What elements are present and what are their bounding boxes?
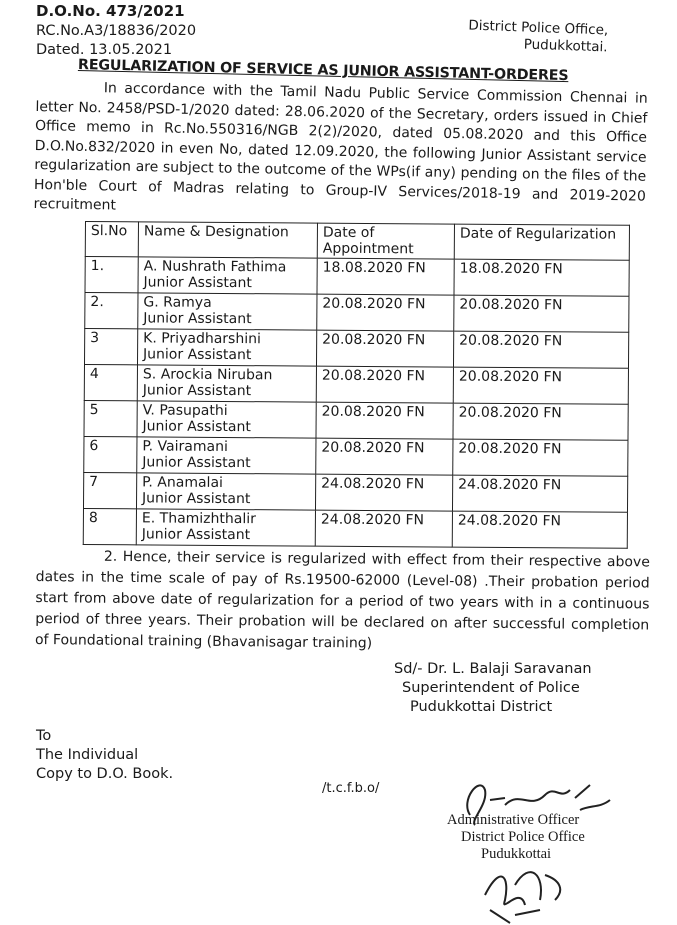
cell-appointment: 20.08.2020 FN [316, 402, 453, 439]
reference-block [36, 2, 196, 60]
do-number: D.O.No. 473/2021 [36, 2, 185, 20]
cell-name [137, 401, 316, 438]
table-row [84, 400, 628, 440]
staff-designation: Junior Assistant [141, 526, 251, 544]
cell-appointment: 20.08.2020 FN [316, 330, 453, 367]
staff-designation: Junior Assistant [142, 454, 251, 472]
table-row [84, 436, 628, 476]
table-header [85, 222, 629, 261]
staff-name: K. Priyadharshini [143, 330, 261, 348]
handwritten-initial-icon [470, 855, 580, 925]
recipient: The Individual [36, 747, 139, 763]
attestation-title: Administrative Officer [447, 812, 580, 828]
staff-designation: Junior Assistant [143, 274, 252, 292]
cell-appointment: 20.08.2020 FN [316, 438, 453, 475]
office-address [467, 18, 608, 57]
staff-designation: Junior Assistant [142, 490, 251, 508]
cell-name [137, 365, 316, 402]
cell-name [138, 293, 317, 330]
cell-regularization: 18.08.2020 FN [454, 259, 629, 296]
paragraph-2 [35, 546, 650, 657]
header-appointment: Date of Appointment [317, 223, 454, 259]
staff-name: P. Anamalai [142, 474, 224, 491]
staff-designation: Junior Assistant [143, 346, 252, 364]
signatory-title: Superintendent of Police [402, 680, 580, 696]
table-row [83, 508, 627, 548]
cell-regularization: 24.08.2020 FN [452, 511, 627, 548]
signature-block [394, 660, 592, 717]
reference-note: /t.c.f.b.o/ [322, 781, 380, 796]
cell-slno: 4 [84, 365, 137, 401]
table-row [85, 257, 629, 297]
cell-slno: 5 [84, 400, 137, 436]
cell-regularization: 20.08.2020 FN [453, 331, 628, 368]
cell-appointment: 18.08.2020 FN [317, 258, 454, 295]
table-row [84, 365, 628, 405]
cell-appointment: 24.08.2020 FN [315, 474, 452, 511]
cell-appointment: 24.08.2020 FN [315, 510, 452, 547]
cell-slno: 7 [83, 472, 136, 508]
recipient: Copy to D.O. Book. [36, 766, 174, 782]
attestation-place: Pudukkottai [481, 846, 552, 862]
signatory-name: Sd/- Dr. L. Balaji Saravanan [394, 661, 592, 677]
paragraph-1 [33, 78, 648, 226]
staff-name: A. Nushrath Fathima [143, 258, 287, 276]
cell-slno: 3 [84, 329, 137, 365]
cell-regularization: 20.08.2020 FN [454, 295, 629, 332]
staff-name: G. Ramya [143, 294, 212, 311]
header-regularization: Date of Regularization [454, 224, 629, 260]
cell-slno: 1. [85, 257, 138, 293]
cell-slno: 2. [85, 293, 138, 329]
cell-name [137, 437, 316, 474]
staff-designation: Junior Assistant [142, 382, 252, 400]
recipients [36, 727, 173, 784]
signatory-district: Pudukkottai District [410, 699, 553, 715]
cell-regularization: 20.08.2020 FN [453, 439, 628, 476]
document-title: REGULARIZATION OF SERVICE AS JUNIOR ASSISTANT-ORDERES [77, 57, 569, 85]
paragraph-1-text: In accordance with the Tamil Nadu Public Service Commission Chennai in letter No. 2458/PSD-1/2020 dated: 28.06.2020 of the Secretary, orders issued in Chief Office memo in Rc.No.550316/NGB 2(2)/2020, dated 05.08.2020 and this Office D.O.No.832/2020 in even No, dated 12.09.2020, the following Junior Assistant service regularization are subject to the outcome of the WPs(if any) pending on the files of the Hon'ble Court of Madras relating to Group-IV Services/2018-19 and 2019-2020 recruitment [33, 80, 648, 214]
cell-name [138, 257, 317, 294]
staff-table [83, 221, 630, 549]
cell-regularization: 24.08.2020 FN [452, 475, 627, 512]
cell-slno: 6 [84, 436, 137, 472]
cell-name [137, 329, 316, 366]
header-slno: Sl.No [85, 222, 138, 257]
table-row [83, 472, 627, 512]
staff-name: V. Pasupathi [142, 402, 228, 420]
cell-appointment: 20.08.2020 FN [316, 366, 453, 403]
cell-slno: 8 [83, 508, 136, 544]
staff-name: P. Vairamani [142, 438, 228, 456]
cell-regularization: 20.08.2020 FN [453, 403, 628, 440]
header-name: Name & Designation [138, 222, 317, 258]
to-label: To [36, 728, 52, 744]
staff-name: S. Arockia Niruban [142, 366, 273, 384]
staff-designation: Junior Assistant [142, 418, 251, 436]
cell-regularization: 20.08.2020 FN [453, 367, 628, 404]
staff-designation: Junior Assistant [143, 310, 252, 328]
office-line: Pudukkottai. [523, 36, 608, 56]
table-row [84, 329, 628, 369]
cell-name [136, 473, 315, 510]
cell-appointment: 20.08.2020 FN [317, 294, 454, 331]
date: Dated. 13.05.2021 [36, 42, 173, 58]
staff-name: E. Thamizhthalir [141, 510, 256, 528]
rc-number: RC.No.A3/18836/2020 [36, 23, 197, 39]
table-row [85, 293, 629, 333]
office-line: District Police Office, [468, 17, 609, 39]
attestation-office: District Police Office [461, 829, 585, 845]
paragraph-2-text: 2. Hence, their service is regularized with effect from their respective above dates in the time scale of pay of Rs.19500-62000 (Level-08) .Their probation period start from above date of regularization for a period of two years with in a continuous period of three years. Their probation will be declared on after successful completion of Foundational training (Bhavanisagar training) [34, 548, 650, 652]
cell-name [136, 509, 315, 546]
